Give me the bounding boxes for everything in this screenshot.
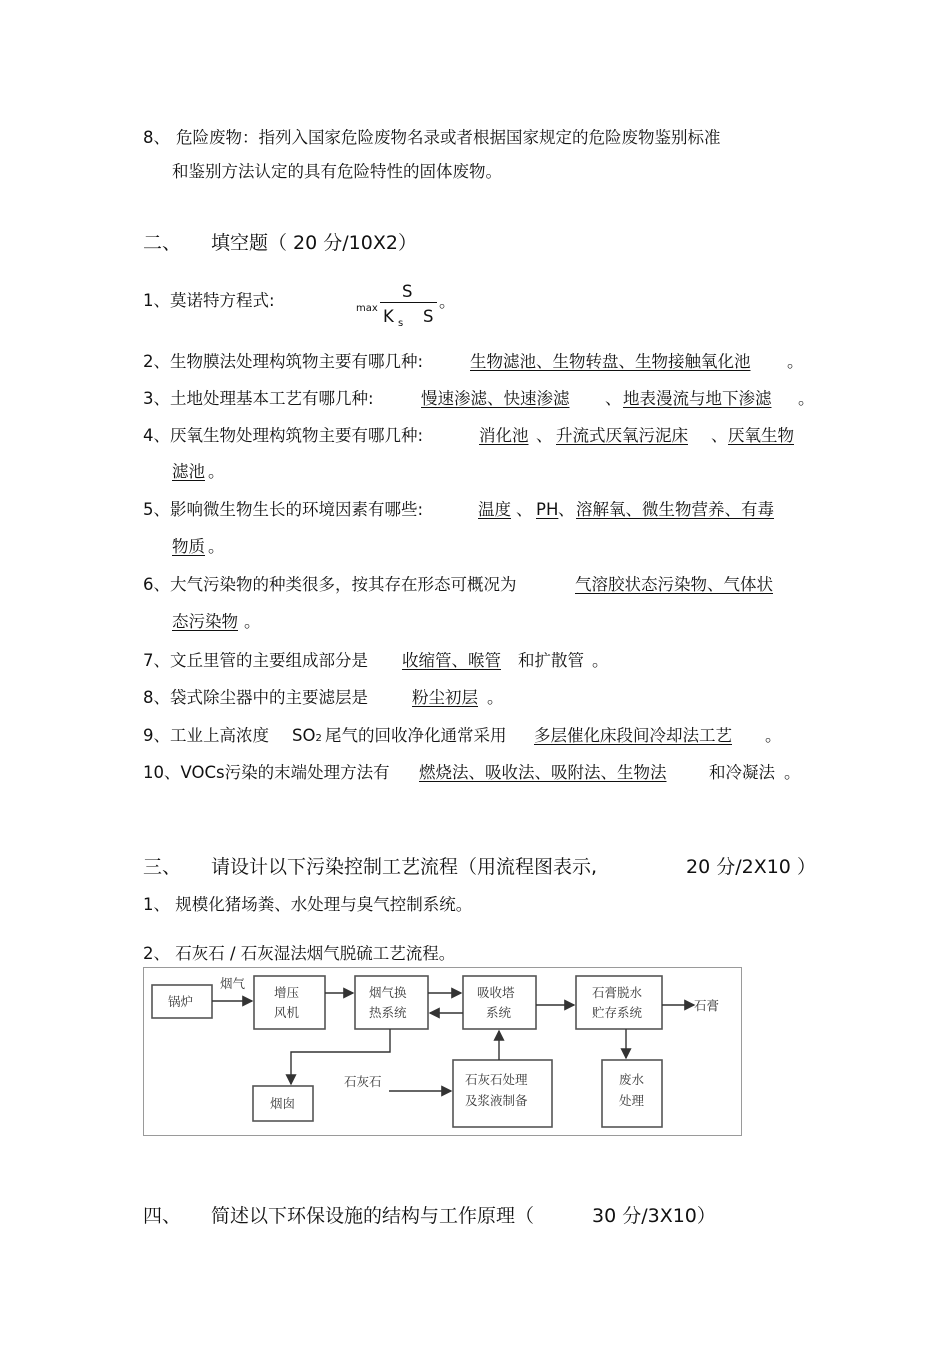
formula-end: 。 <box>439 292 456 311</box>
q2-question: 2、生物膜法处理构筑物主要有哪几种: <box>143 352 424 371</box>
label-gge-1: 烟气换 <box>369 985 407 1000</box>
q9-answer: 多层催化床段间冷却法工艺 <box>534 726 732 745</box>
q5-separator-2: 、 <box>558 500 575 519</box>
q6-answer-cont: 态污染物 <box>172 612 238 631</box>
q7-question: 7、文丘里管的主要组成部分是 <box>143 651 368 670</box>
q6-end: 。 <box>244 612 261 631</box>
label-wastewater-2: 处理 <box>619 1093 645 1108</box>
q5-question: 5、影响微生物生长的环境因素有哪些: <box>143 500 424 519</box>
q8-end: 。 <box>487 688 504 707</box>
q9-question: 9、工业上高浓度 <box>143 726 269 745</box>
q2-answer: 生物滤池、生物转盘、生物接触氧化池 <box>470 352 751 371</box>
label-gypsum-sys-2: 贮存系统 <box>592 1005 643 1020</box>
section-3-score: 20 分/2X10 ） <box>686 856 816 878</box>
q5-end: 。 <box>208 537 225 556</box>
q3-answer-2: 地表漫流与地下渗滤 <box>623 389 772 408</box>
q9-sub: 2 <box>315 733 322 744</box>
q4-separator-2: 、 <box>711 426 728 445</box>
q10-question: 10、VOCs污染的末端处理方法有 <box>143 763 390 782</box>
q4-answer-2: 升流式厌氧污泥床 <box>556 426 688 445</box>
definition-8-line1: 危险废物：指列入国家危险废物名录或者根据国家规定的危险废物鉴别标准 <box>176 128 721 147</box>
label-gypsum-sys-1: 石膏脱水 <box>592 985 643 1000</box>
q10-end: 。 <box>784 763 801 782</box>
label-slurry-2: 及浆液制备 <box>465 1093 528 1108</box>
formula-denominator-sub: s <box>398 318 404 329</box>
section-4-number: 四、 <box>143 1205 182 1227</box>
q2-end: 。 <box>787 352 804 371</box>
section-2-title: 填空题（ 20 分/10X2） <box>211 232 417 254</box>
section-3-number: 三、 <box>143 856 182 878</box>
section-3-title: 请设计以下污染控制工艺流程（用流程图表示, <box>211 856 598 878</box>
label-absorber-2: 系统 <box>486 1005 512 1020</box>
box-booster-fan <box>254 976 325 1029</box>
q5-answer-1: 温度 <box>478 500 511 519</box>
q10-middle: 和冷凝法 <box>709 763 775 782</box>
q9-so: SO <box>292 726 316 745</box>
definition-8-line2: 和鉴别方法认定的具有危险特性的固体废物。 <box>172 162 502 181</box>
label-boiler: 锅炉 <box>168 994 194 1009</box>
section-2-number: 二、 <box>143 232 182 254</box>
q3-end: 。 <box>798 389 815 408</box>
section-3-question-1: 1、 规模化猪场粪、水处理与臭气控制系统。 <box>143 895 473 914</box>
q5-answer-3-cont: 物质 <box>172 537 205 556</box>
definition-8-number: 8、 <box>143 128 170 147</box>
label-absorber-1: 吸收塔 <box>477 985 515 1000</box>
label-limestone: 石灰石 <box>344 1074 382 1089</box>
q4-question: 4、厌氧生物处理构筑物主要有哪几种: <box>143 426 424 445</box>
label-gge-2: 热系统 <box>369 1005 407 1020</box>
section-3-question-2: 2、 石灰石 / 石灰湿法烟气脱硫工艺流程。 <box>143 944 456 963</box>
q5-answer-3: 溶解氧、微生物营养、有毒 <box>576 500 774 519</box>
formula-denominator-s: S <box>423 307 434 326</box>
formula-max: max <box>356 303 378 314</box>
q7-answer: 收缩管、喉管 <box>402 651 501 670</box>
q7-end: 。 <box>592 651 609 670</box>
q4-separator-1: 、 <box>536 426 553 445</box>
q4-end: 。 <box>208 462 225 481</box>
label-slurry-1: 石灰石处理 <box>465 1072 528 1087</box>
q4-answer-3-cont: 滤池 <box>172 462 205 481</box>
label-stack: 烟囱 <box>270 1096 296 1111</box>
q4-answer-3: 厌氧生物 <box>728 426 794 445</box>
label-fan-2: 风机 <box>274 1005 300 1020</box>
q8-answer: 粉尘初层 <box>412 688 478 707</box>
q7-middle: 和扩散管 <box>518 651 584 670</box>
formula-denominator-k: K <box>383 307 394 326</box>
box-gas-heat-exchanger <box>355 976 428 1029</box>
q4-answer-1: 消化池 <box>479 426 529 445</box>
q3-question: 3、土地处理基本工艺有哪几种: <box>143 389 374 408</box>
q9-so2 <box>292 726 322 749</box>
fgd-flow-diagram <box>143 967 742 1136</box>
formula-numerator: S <box>402 282 413 301</box>
q1-text: 1、莫诺特方程式: <box>143 291 275 310</box>
section-4-score: 30 分/3X10） <box>592 1205 716 1227</box>
label-flue-gas: 烟气 <box>220 976 246 991</box>
q5-separator-1: 、 <box>516 500 533 519</box>
formula-fraction-bar <box>380 302 437 303</box>
q9-end: 。 <box>765 726 782 745</box>
q3-answer-1: 慢速渗滤、快速渗滤 <box>421 389 570 408</box>
section-4-title: 简述以下环保设施的结构与工作原理（ <box>211 1205 535 1227</box>
q9-middle: 尾气的回收净化通常采用 <box>325 726 507 745</box>
q10-answer: 燃烧法、吸收法、吸附法、生物法 <box>419 763 667 782</box>
label-fan-1: 增压 <box>274 985 300 1000</box>
q3-separator: 、 <box>605 389 622 408</box>
q8-question: 8、袋式除尘器中的主要滤层是 <box>143 688 368 707</box>
label-gypsum: 石膏 <box>694 998 720 1013</box>
q5-answer-2: PH <box>536 500 559 519</box>
q6-question: 6、大气污染物的种类很多，按其存在形态可概况为 <box>143 575 517 594</box>
label-wastewater-1: 废水 <box>619 1072 645 1087</box>
q6-answer: 气溶胶状态污染物、气体状 <box>575 575 773 594</box>
box-gypsum-system <box>576 976 662 1029</box>
fgd-flow-diagram-svg <box>144 968 741 1135</box>
box-absorber <box>463 976 536 1029</box>
